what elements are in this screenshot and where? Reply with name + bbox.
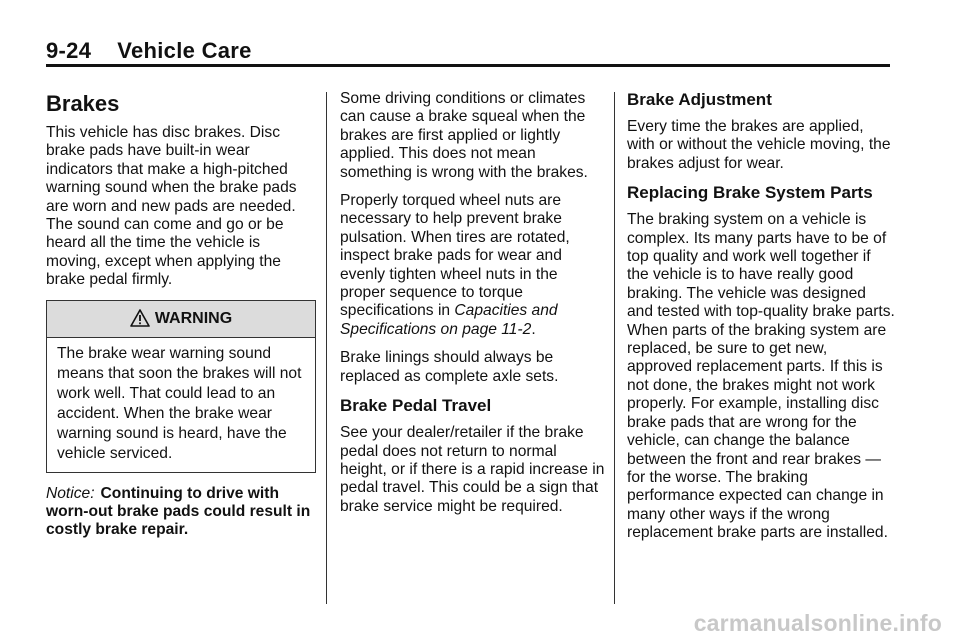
warning-box — [46, 300, 316, 473]
warning-label: WARNING — [154, 309, 233, 327]
squeal-paragraph: Some driving conditions or climates can cause a brake squeal when the brakes are first applied or lightly applied. This does not mean something is wrong with the brakes. — [340, 90, 588, 181]
linings-paragraph: Brake linings should always be replaced as complete axle sets. — [340, 349, 559, 385]
notice — [46, 485, 316, 540]
replacing-text: The braking system on a vehicle is complex. Its many parts have to be of top quality and work well together if the vehicle is to have really good braking. The vehicle was designed and tested with top-quality brake parts. When parts of the braking system are replaced, be sure to get new, approved replacement parts. If this is not done, the brakes might not work properly. For example, installing disc brake pads that are wrong for the vehicle, can change the balance between the front and rear brakes — for the worse. The braking performance expected can change in many other ways if the wrong replacement brake parts are installed. — [627, 211, 895, 542]
wheel-nuts-paragraph — [340, 192, 605, 339]
notice-text: Continuing to drive with worn-out brake pads could result in costly brake repair. — [46, 484, 311, 539]
replacing-heading: Replacing Brake System Parts — [627, 183, 873, 203]
page-number: 9-24 — [46, 38, 92, 63]
notice-label: Notice: — [46, 484, 95, 502]
section-title: Vehicle Care — [117, 38, 252, 63]
warning-body — [47, 338, 315, 472]
page-header — [46, 38, 252, 64]
column-3 — [627, 90, 895, 553]
header-rule — [46, 64, 890, 67]
adjustment-heading: Brake Adjustment — [627, 90, 772, 109]
watermark: carmanualsonline.info — [693, 610, 942, 636]
warning-triangle-icon — [130, 309, 150, 327]
pedal-travel-heading: Brake Pedal Travel — [340, 396, 492, 416]
column-2 — [340, 90, 605, 526]
wheel-nuts-suffix: . — [531, 320, 536, 338]
adjustment-text: Every time the brakes are applied, with or without the vehicle moving, the brakes adjust for wear. — [627, 118, 891, 172]
column-divider-2 — [614, 92, 615, 604]
warning-header — [47, 301, 315, 338]
brakes-intro: This vehicle has disc brakes. Disc brake pads have built-in wear indicators that make a high-pitched warning sound when the brake pads are worn and new pads are needed. The sound can come and go or be heard all the time the vehicle is moving, except when applying the brake pedal firmly. — [46, 124, 297, 289]
specifications-reference-link[interactable]: Capacities and Specifications on page 11-2 — [340, 302, 558, 338]
column-divider-1 — [326, 92, 327, 604]
pedal-travel-text: See your dealer/retailer if the brake pedal does not return to normal height, or if there is a rapid increase in pedal travel. This could be a sign that brake service might be required. — [340, 424, 605, 515]
warning-text: The brake wear warning sound means that soon the brakes will not work well. That could lead to an accident. When the brake wear warning sound is heard, have the vehicle serviced. — [57, 344, 302, 462]
brakes-heading: Brakes — [46, 91, 120, 116]
wheel-nuts-text: Properly torqued wheel nuts are necessary to help prevent brake pulsation. When tires are rotated, inspect brake pads for wear and evenly tighten wheel nuts in the proper sequence to torque specifications in — [340, 192, 570, 320]
column-1 — [46, 90, 316, 550]
